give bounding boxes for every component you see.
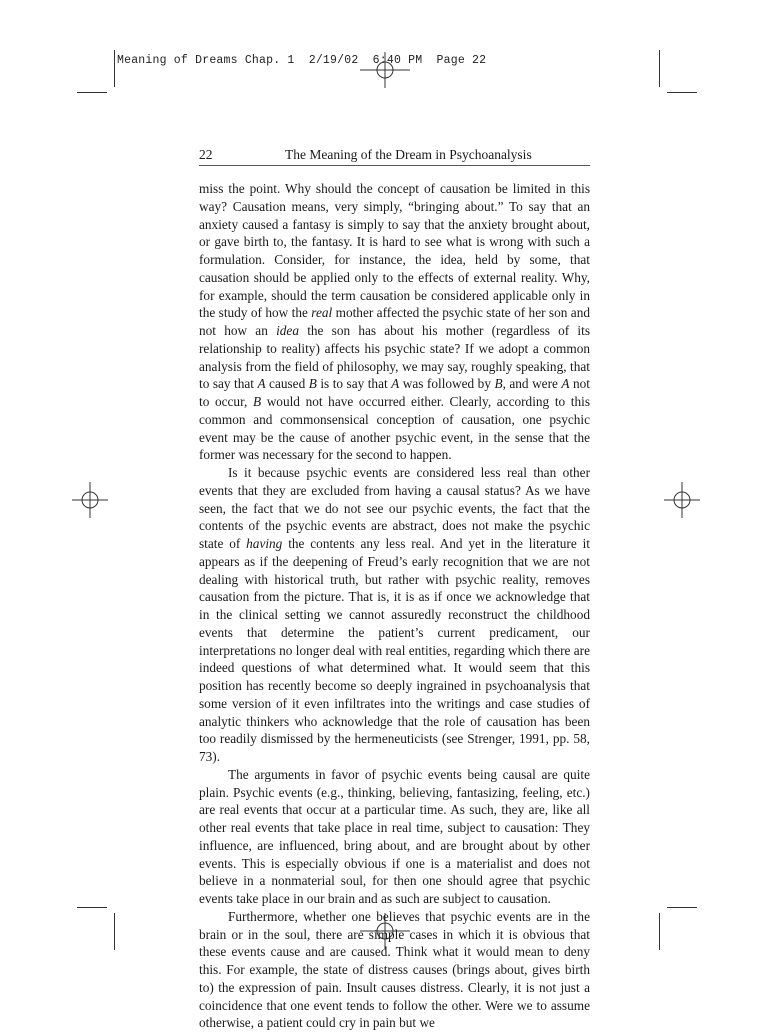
running-head <box>199 147 590 166</box>
crop-mark-top-right-vertical <box>659 50 660 87</box>
printer-slug: Meaning of Dreams Chap. 1 2/19/02 6:40 PM Page 22 <box>117 54 487 67</box>
registration-mark-left <box>72 482 108 518</box>
paragraph-2: Is it because psychic events are considered less real than other events that they are excluded from having a causal status? As we have seen, the fact that we do not see our psychic events, the fact that the contents of the psychic events are abstract, does not make the psychic state of having the contents any less real. And yet in the literature it appears as if the deepening of Freud’s early recognition that we are not dealing with historical truth, but rather with psychic reality, removes causation from the picture. That is, it is as if once we acknowledge that in the clinical setting we cannot assuredly reconstruct the childhood events that determine the patient’s current predicament, our interpretations no longer deal with real entities, regarding which there are indeed questions of what determined what. It would seem that this position has recently become so deeply ingrained in psychoanalysis that some version of it even infiltrates into the writings and case studies of analytic thinkers who acknowledge that the role of causation has been too readily dismissed by the hermeneuticists (see Strenger, 1991, pp. 58, 73). <box>199 465 590 764</box>
paragraph-3: The arguments in favor of psychic events being causal are quite plain. Psychic events (e.g., thinking, believing, fantasizing, feeling, etc.) are real events that occur at a particular time. As such, they are, like all other real events that take place in real time, subject to causation: They influence, are influenced, bring about, and are brought about by other events. This is especially obvious if one is a materialist and does not believe in a nonmaterial soul, for then one should agree that psychic events take place in our brain and as such are subject to causation. <box>199 766 590 906</box>
registration-mark-right <box>664 482 700 518</box>
crop-mark-bottom-left-horizontal <box>77 907 107 908</box>
crop-mark-top-left-horizontal <box>77 92 107 93</box>
body-text <box>199 180 590 1032</box>
paragraph-4: Furthermore, whether one believes that psychic events are in the brain or in the soul, there are simple cases in which it is obvious that these events cause and are caused. Think what it would mean to deny this. For example, the state of distress causes (brings about, gives birth to) the expression of pain. Insult causes distress. Clearly, it is not just a coincidence that one event tends to follow the other. Were we to assume otherwise, a patient could cry in pain but we <box>199 908 590 1031</box>
paragraph-1: miss the point. Why should the concept of causation be limited in this way? Causation means, very simply, “bringing about.” To say that an anxiety caused a fantasy is simply to say that the anxiety brought about, or gave birth to, the fantasy. It is hard to see what is wrong with such a formulation. Consider, for instance, the idea, held by some, that causation should be applied only to the effects of external reality. Why, for example, should the term causation be considered applicable only in the study of how the real mother affected the psychic state of her son and not how an idea the son has about his mother (regardless of its relationship to reality) affects his psychic state? If we adopt a common analysis from the field of philosophy, we may say, roughly speaking, that to say that A caused B is to say that A was followed by B, and were A not to occur, B would not have occurred either. Clearly, according to this common and commonsensical conception of causation, one psychic event may be the cause of another psychic event, in the sense that the former was necessary for the second to happen. <box>199 181 591 463</box>
crop-mark-bottom-right-vertical <box>659 913 660 950</box>
crop-mark-top-left-vertical <box>114 50 115 87</box>
crop-mark-bottom-left-vertical <box>114 913 115 950</box>
running-title: The Meaning of the Dream in Psychoanalysis <box>285 147 532 162</box>
page-number: 22 <box>199 147 213 162</box>
crop-mark-bottom-right-horizontal <box>667 907 697 908</box>
registration-mark-top <box>360 52 410 88</box>
crop-mark-top-right-horizontal <box>667 92 697 93</box>
